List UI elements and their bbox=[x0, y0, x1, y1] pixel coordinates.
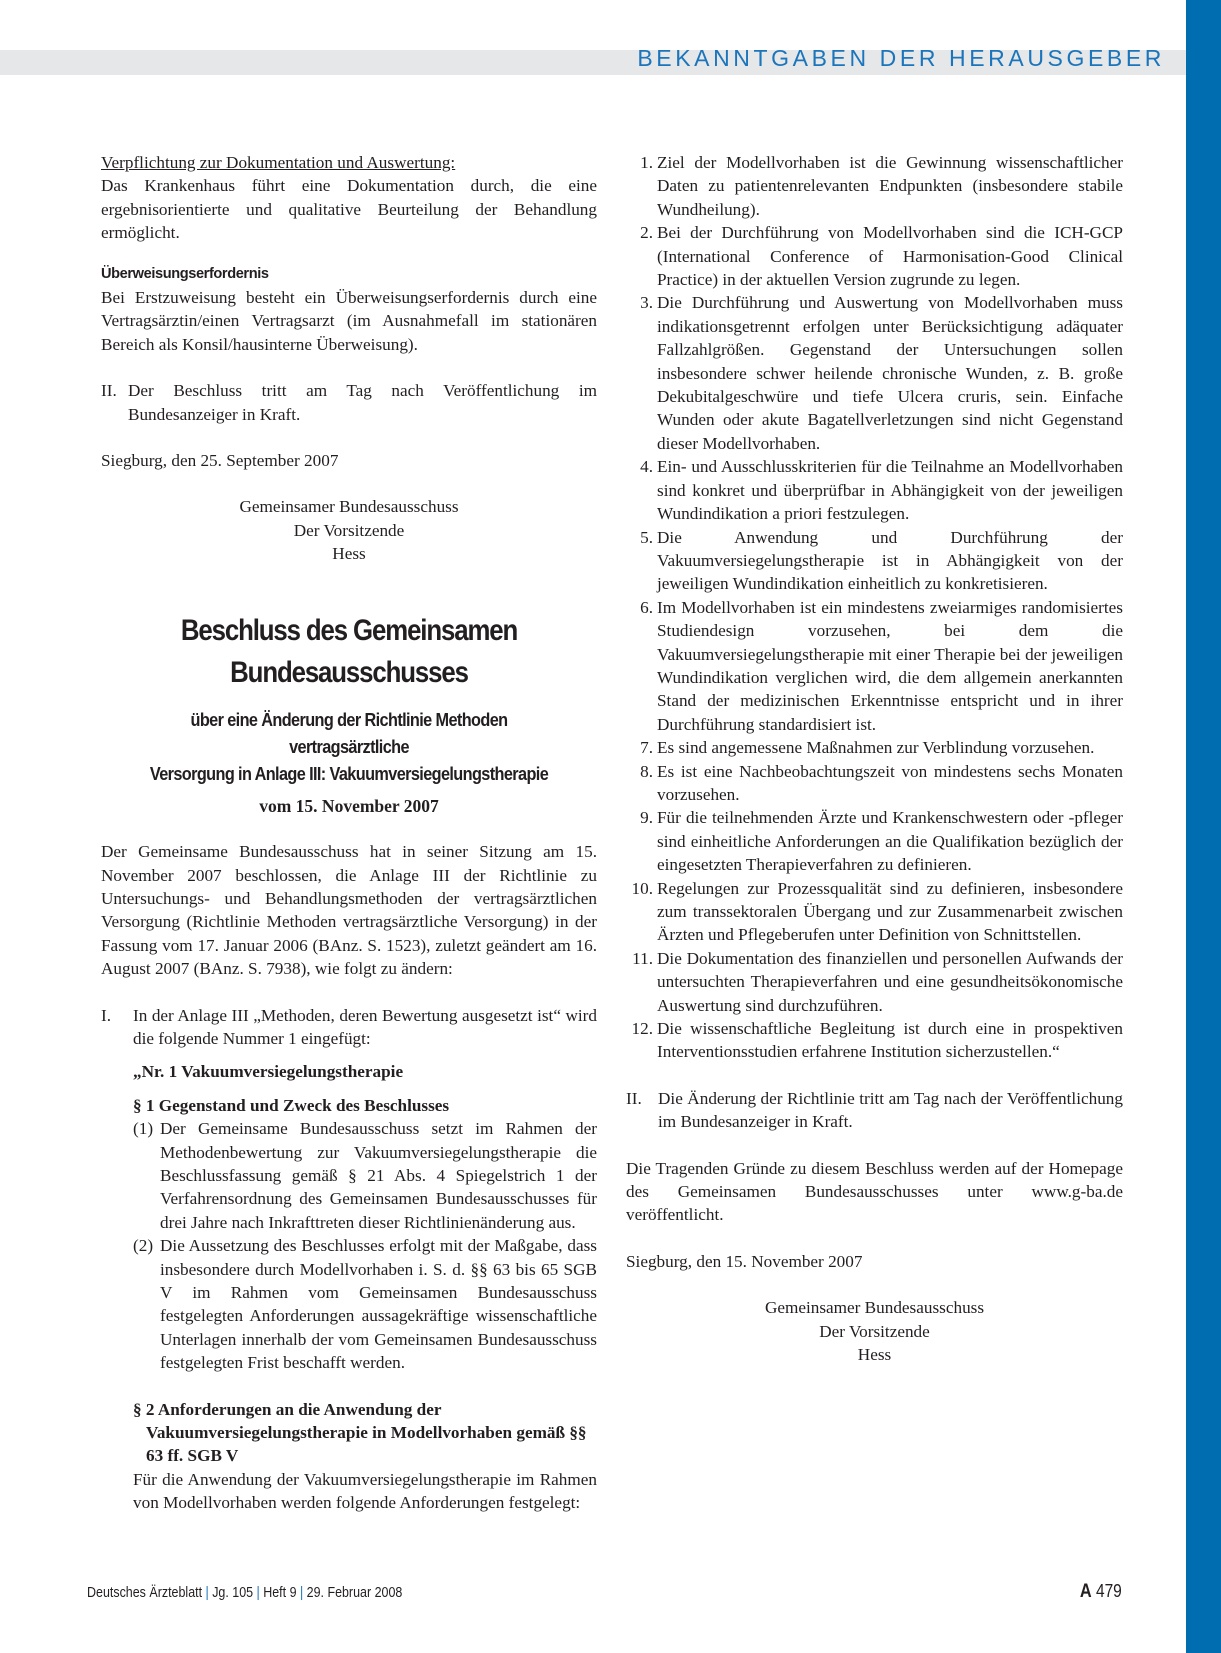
document-subtitle-line2: Versorgung in Anlage III: Vakuumversiegelungstherapie bbox=[149, 762, 549, 784]
requirement-number: 5. bbox=[640, 527, 653, 547]
divider: | bbox=[256, 1585, 260, 1601]
requirement-number: 6. bbox=[640, 597, 653, 617]
journal-issue: Heft 9 bbox=[263, 1585, 297, 1601]
intro-paragraph: Der Gemeinsame Bundesausschuss hat in seiner Sitzung am 15. November 2007 beschlossen, die Anlage III der Richtlinie zu Untersuchungs- und Behandlungsmethoden der vertragsärztlichen Versorgung (Richtlinie Methoden vertragsärztliche Versorgung) in der Fassung vom 17. Januar 2006 (BAnz. S. 1523), zuletzt geändert am 16. August 2007 (BAnz. S. 7938), wie folgt zu ändern: bbox=[101, 842, 597, 979]
signature-org: Gemeinsamer Bundesausschuss bbox=[239, 497, 459, 517]
signature-name: Hess bbox=[857, 1345, 892, 1365]
section-label-ii: II. bbox=[626, 1088, 642, 1108]
requirement-number: 7. bbox=[640, 738, 653, 758]
requirement-text: Es ist eine Nachbeobachtungszeit von mindestens sechs Monaten vorzusehen. bbox=[657, 761, 1123, 804]
referral-heading: Überweisungserfordernis bbox=[101, 265, 269, 282]
requirement-text: Ein- und Ausschlusskriterien für die Teilnahme an Modellvorhaben sind konkret und überprüfbar in Abhängigkeit von der jeweiligen Wundindikation a priori festzulegen. bbox=[657, 457, 1123, 524]
divider: | bbox=[205, 1585, 209, 1601]
section-i bbox=[101, 1004, 597, 1051]
requirement-text: Die Anwendung und Durchführung der Vakuumversiegelungstherapie ist in Abhängigkeit von der jeweiligen Wundindikation einheitlich zu konkretisieren. bbox=[657, 527, 1123, 594]
requirement-text: Die Dokumentation des finanziellen und personellen Aufwands der untersuchten Therapieverfahren und eine gesundheitsökonomische Auswertung sind durchzuführen. bbox=[657, 948, 1123, 1015]
paragraph-1-clause-2 bbox=[133, 1234, 597, 1374]
documentation-heading: Verpflichtung zur Dokumentation und Auswertung: bbox=[101, 153, 456, 172]
requirement-item bbox=[626, 526, 1123, 596]
requirement-text: Im Modellvorhaben ist ein mindestens zweiarmiges randomisiertes Studiendesign vorzusehen, bei dem die Vakuumversiegelungstherapie mit einer Therapie bei der jeweiligen Wundindikation verglichen wird, die dem allgemein anerkannten Stand der medizinischen Erkenntnisse entspricht und in ihrer Durchführung standardisiert ist. bbox=[657, 597, 1123, 734]
referral-text: Bei Erstzuweisung besteht ein Überweisungserfordernis durch eine Vertragsärztin/einen Vertragsarzt (im Ausnahmefall im stationären Bereich als Konsil/hausinterne Überweisung). bbox=[101, 288, 597, 354]
section-label-i: I. bbox=[101, 1005, 112, 1025]
requirement-item bbox=[626, 221, 1123, 291]
footer-citation bbox=[87, 1585, 402, 1601]
resolution-date: vom 15. November 2007 bbox=[259, 795, 439, 816]
signature-role: Der Vorsitzende bbox=[819, 1321, 930, 1341]
signature-name: Hess bbox=[332, 544, 366, 564]
requirement-number: 1. bbox=[640, 153, 653, 172]
requirement-item bbox=[626, 947, 1123, 1017]
clause-label: (1) bbox=[133, 1119, 154, 1139]
requirement-number: 11. bbox=[632, 948, 653, 968]
paragraph-1-heading: § 1 Gegenstand und Zweck des Beschlusses bbox=[133, 1095, 450, 1115]
section-label-ii: II. bbox=[101, 381, 117, 401]
signature-role: Der Vorsitzende bbox=[293, 520, 405, 540]
requirement-item bbox=[626, 736, 1123, 759]
journal-volume: Jg. 105 bbox=[212, 1585, 254, 1601]
requirement-text: Ziel der Modellvorhaben ist die Gewinnung wissenschaftlicher Daten zu patientenrelevanten Endpunkten (insbesondere stabile Wundheilung). bbox=[657, 153, 1123, 219]
section-ii bbox=[626, 1087, 1123, 1134]
requirement-text: Regelungen zur Prozessqualität sind zu definieren, insbesondere zum transsektoralen Übergang und zur Zusammenarbeit zwischen Ärzten und Pflegeberufen unter Definition von Schnittstellen. bbox=[657, 878, 1123, 945]
requirement-item bbox=[626, 291, 1123, 455]
page-prefix: A bbox=[1080, 1581, 1092, 1602]
document-subtitle-line1: über eine Änderung der Richtlinie Methoden vertragsärztliche bbox=[190, 708, 508, 757]
journal-name: Deutsches Ärzteblatt bbox=[87, 1585, 203, 1601]
divider: | bbox=[299, 1585, 304, 1601]
signature-org: Gemeinsamer Bundesausschuss bbox=[764, 1298, 985, 1318]
requirement-item bbox=[626, 596, 1123, 736]
right-column bbox=[626, 151, 1123, 1367]
requirement-number: 9. bbox=[640, 808, 653, 828]
left-column bbox=[101, 151, 597, 1515]
paragraph-2-text: Für die Anwendung der Vakuumversiegelungstherapie im Rahmen von Modellvorhaben werden folgende Anforderungen festgelegt: bbox=[133, 1469, 597, 1513]
previous-section-ii bbox=[101, 379, 597, 426]
section-ii-text: Der Beschluss tritt am Tag nach Veröffentlichung im Bundesanzeiger in Kraft. bbox=[128, 381, 597, 424]
number-1-heading: „Nr. 1 Vakuumversiegelungstherapie bbox=[133, 1062, 404, 1082]
side-accent-bar bbox=[1186, 0, 1221, 1653]
requirement-item bbox=[626, 877, 1123, 947]
requirement-number: 3. bbox=[640, 293, 653, 313]
section-ii-text: Die Änderung der Richtlinie tritt am Tag nach der Veröffentlichung im Bundesanzeiger in Kraft. bbox=[658, 1088, 1123, 1132]
requirements-list bbox=[626, 151, 1123, 1064]
section-label: BEKANNTGABEN DER HERAUSGEBER bbox=[637, 45, 1165, 71]
issue-date: 29. Februar 2008 bbox=[306, 1585, 403, 1601]
document-title-line1: Beschluss des Gemeinsamen bbox=[180, 613, 518, 647]
requirement-text: Es sind angemessene Maßnahmen zur Verblindung vorzusehen. bbox=[657, 738, 1095, 758]
document-title-line2: Bundesausschusses bbox=[230, 655, 468, 689]
requirement-item bbox=[626, 455, 1123, 525]
requirement-text: Die wissenschaftliche Begleitung ist durch eine in prospektiven Interventionsstudien erfahrene Institution sicherzustellen.“ bbox=[657, 1019, 1123, 1062]
section-i-text: In der Anlage III „Methoden, deren Bewertung ausgesetzt ist“ wird die folgende Nummer 1 eingefügt: bbox=[133, 1005, 597, 1048]
requirement-item bbox=[626, 1017, 1123, 1064]
clause-text: Die Aussetzung des Beschlusses erfolgt mit der Maßgabe, dass insbesondere durch Modellvorhaben i. S. d. §§ 63 bis 65 SGB V im Rahmen vom Gemeinsamen Bundesausschuss festgelegten Anforderungen aussagekräftige wissenschaftliche Unterlagen innerhalb der vom Gemeinsamen Bundesausschuss festgelegten Frist beschafft werden. bbox=[160, 1236, 597, 1373]
requirement-number: 10. bbox=[631, 878, 653, 898]
reasons-paragraph: Die Tragenden Gründe zu diesem Beschluss werden auf der Homepage des Gemeinsamen Bundesausschusses unter www.g-ba.de veröffentlicht. bbox=[626, 1158, 1123, 1225]
clause-text: Der Gemeinsame Bundesausschuss setzt im Rahmen der Methodenbewertung zur Vakuumversiegelungstherapie die Beschlussfassung gemäß § 21 Abs. 4 Spiegelstrich 1 der Verfahrensordnung des Gemeinsamen Bundesausschusses für drei Jahre nach Inkrafttreten dieser Richtlinienänderung aus. bbox=[160, 1119, 597, 1232]
requirement-item bbox=[626, 151, 1123, 221]
requirement-text: Die Durchführung und Auswertung von Modellvorhaben muss indikationsgetrennt erfolgen unter Berücksichtigung adäquater Fallzahlgrößen. Gegenstand der Untersuchungen sollen insbesondere schwer heilende chronische Wunden, z. B. große Dekubitalgeschwüre und tiefe Ulcera cruris, sein. Einfache Wunden oder akute Bagatellverletzungen sind nicht Gegenstand dieser Modellvorhaben. bbox=[657, 293, 1123, 453]
place-date: Siegburg, den 15. November 2007 bbox=[626, 1251, 863, 1271]
page-number bbox=[1080, 1581, 1122, 1603]
paragraph-2-heading: § 2 Anforderungen an die Anwendung der Vakuumversiegelungstherapie in Modellvorhaben gemäß §§ 63 ff. SGB V bbox=[133, 1399, 587, 1466]
requirement-text: Für die teilnehmenden Ärzte und Krankenschwestern oder -pfleger sind einheitliche Anforderungen an die Qualifikation bezüglich der eingesetzten Therapieverfahren zu definieren. bbox=[657, 808, 1123, 875]
requirement-number: 8. bbox=[640, 761, 653, 781]
requirement-item bbox=[626, 806, 1123, 876]
place-date: Siegburg, den 25. September 2007 bbox=[101, 451, 339, 471]
requirement-text: Bei der Durchführung von Modellvorhaben sind die ICH-GCP (International Conference of Harmonisation-Good Clinical Practice) in der aktuellen Version zugrunde zu legen. bbox=[657, 223, 1123, 290]
requirement-item bbox=[626, 760, 1123, 807]
clause-label: (2) bbox=[133, 1236, 154, 1256]
page-number-value: 479 bbox=[1096, 1581, 1122, 1601]
paragraph-1-clause-1 bbox=[133, 1117, 597, 1234]
requirement-number: 12. bbox=[631, 1019, 653, 1039]
documentation-text: Das Krankenhaus führt eine Dokumentation durch, die eine ergebnisorientierte und qualitative Beurteilung der Behandlung ermöglicht. bbox=[101, 176, 597, 243]
requirement-number: 2. bbox=[640, 223, 653, 243]
requirement-number: 4. bbox=[640, 457, 653, 477]
